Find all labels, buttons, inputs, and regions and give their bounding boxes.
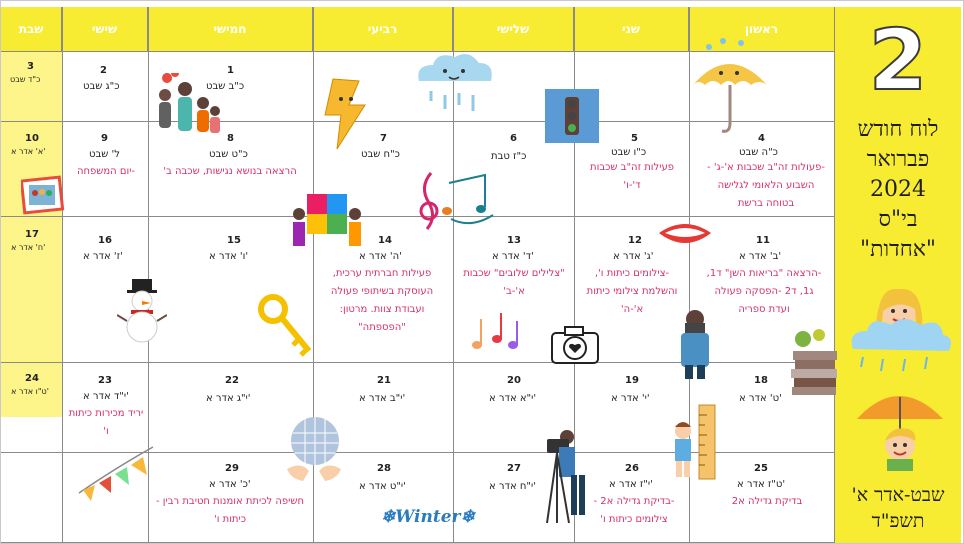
day-number: 14 xyxy=(378,235,392,246)
snowflake-icon: ❄ xyxy=(460,507,475,527)
hebrew-date: א' אדר א' xyxy=(11,147,46,156)
event-text: חשיפה לכיתת אומנות חטיבת רבין -כיתות ו' xyxy=(156,496,304,525)
hebrew-date: כ"ו שבט xyxy=(611,147,647,158)
hebrew-date: ו' אדר א' xyxy=(209,251,249,262)
header-thursday: חמישי xyxy=(148,7,313,51)
hebrew-date: כ"ג שבט xyxy=(83,81,120,92)
day-number: 22 xyxy=(225,375,239,386)
day-number: 15 xyxy=(227,235,241,246)
winter-label xyxy=(381,507,475,527)
hebrew-date: ד' אדר א' xyxy=(492,251,534,262)
girl-cloud-icon xyxy=(843,279,955,389)
day-number: 4 xyxy=(758,133,765,144)
event-text: פעילות זה"ב שכבות ד'-ו' xyxy=(590,162,674,191)
bottom-line-1: שבט-אדר א' xyxy=(851,484,945,506)
day-number: 18 xyxy=(754,375,768,386)
header-wednesday: רביעי xyxy=(313,7,453,51)
day-number: 29 xyxy=(225,463,239,474)
hebrew-date: כ"ח שבט xyxy=(361,149,400,160)
day-number: 19 xyxy=(625,375,639,386)
day-number: 2 xyxy=(100,65,107,76)
hebrew-date: ט' אדר א' xyxy=(739,393,782,404)
umbrella-icon xyxy=(689,37,771,141)
photographer-icon xyxy=(673,307,717,381)
grid-vline xyxy=(834,7,835,543)
cloud-rain-icon xyxy=(411,47,497,119)
hebrew-date: כ' אדר א' xyxy=(209,479,251,490)
day-number: 3 xyxy=(27,61,34,72)
hebrew-date: ב' אדר א' xyxy=(739,251,782,262)
event-text: -הרצאה "בריאות השן" ד1, ג1, ד2 -הפסקה פעולה ועדת ספריה xyxy=(706,268,822,315)
side-banner xyxy=(835,7,961,543)
month-number: 2 xyxy=(868,11,928,109)
header-friday: שישי xyxy=(62,7,148,51)
day-number: 27 xyxy=(507,463,521,474)
title-line-2: פברואר xyxy=(866,147,930,172)
puzzle-team-icon xyxy=(291,184,365,254)
header-tuesday: שלישי xyxy=(453,7,574,51)
day-number: 20 xyxy=(507,375,521,386)
snowflake-icon: ❄ xyxy=(381,507,396,527)
hebrew-date: י"ב אדר א' xyxy=(359,393,406,404)
grid-vline xyxy=(62,7,63,543)
hebrew-date: י' אדר א' xyxy=(611,393,650,404)
day-number: 6 xyxy=(510,133,517,144)
day-number: 23 xyxy=(98,375,112,386)
hebrew-date: י"ח אדר א' xyxy=(489,481,536,492)
event-text: הרצאה בנושא נגישות, שכבה ב' xyxy=(163,166,297,177)
camera-tripod-icon xyxy=(541,427,591,527)
title-line-3: 2024 xyxy=(870,177,926,202)
day-number: 13 xyxy=(507,235,521,246)
day-number: 5 xyxy=(631,133,638,144)
hebrew-date: ז' אדר א' xyxy=(83,251,123,262)
day-number: 11 xyxy=(756,235,770,246)
hebrew-date: כ"ה שבט xyxy=(739,147,778,158)
day-number: 9 xyxy=(101,133,108,144)
teeth-smile-icon xyxy=(657,219,713,251)
hebrew-date: י"ד אדר א' xyxy=(83,391,129,402)
day-number: 26 xyxy=(625,463,639,474)
height-measure-icon xyxy=(665,403,721,481)
bunting-flags-icon xyxy=(77,445,157,501)
books-icon xyxy=(789,329,841,397)
title-line-4: בי"ס xyxy=(878,207,918,232)
day-number: 28 xyxy=(377,463,391,474)
event-text: בדיקת גדילה א2 xyxy=(731,496,803,507)
event-text: -צילומים כיתות ו', והשלמת צילומי כיתות א'-ה' xyxy=(586,268,678,315)
day-number: 7 xyxy=(380,133,387,144)
hebrew-date: כ"ד שבט xyxy=(10,75,41,84)
hebrew-date: כ"ז טבת xyxy=(491,151,527,162)
boy-umbrella-icon xyxy=(851,379,947,471)
day-number: 1 xyxy=(227,65,234,76)
hebrew-date: י"ג אדר א' xyxy=(206,393,251,404)
day-number: 10 xyxy=(25,133,39,144)
snowman-icon xyxy=(117,277,167,343)
hebrew-date: י"א אדר א' xyxy=(489,393,537,404)
day-number: 16 xyxy=(98,235,112,246)
event-text: -יום המשפחה xyxy=(76,166,136,177)
day-number: 21 xyxy=(377,375,391,386)
day-number: 12 xyxy=(628,235,642,246)
hebrew-date: כ"ט שבט xyxy=(209,149,248,160)
hebrew-date: ח' אדר א' xyxy=(11,243,46,252)
hebrew-date: ה' אדר א' xyxy=(359,251,402,262)
header-shabbat: שבת xyxy=(1,7,62,51)
header-monday: שני xyxy=(574,7,689,51)
day-number: 24 xyxy=(25,373,39,384)
hebrew-date: ל' שבט xyxy=(89,149,120,160)
winter-text: Winter xyxy=(395,507,461,527)
header-sunday: ראשון xyxy=(689,7,835,51)
hebrew-date: ג' אדר א' xyxy=(613,251,654,262)
disco-ball-icon xyxy=(283,411,345,483)
event-text: פעילות חברתית ערכית, העוסקת בשיתופי פעולה ועבודת צוות. מרטון: "הפספתה" xyxy=(330,268,434,333)
hebrew-date: ט"ז אדר א' xyxy=(737,479,786,490)
hebrew-date: כ"ב שבט xyxy=(206,81,245,92)
hebrew-date: ט"ו אדר א' xyxy=(11,387,49,396)
lightning-icon xyxy=(319,75,369,153)
calendar-grid xyxy=(1,7,835,543)
event-text: -בדיקת גדילה א2 -צילומים כיתות ו' xyxy=(593,496,675,525)
title-line-5: "אחדות" xyxy=(859,237,937,262)
music-notes-icon xyxy=(415,167,499,237)
bottom-line-2: תשפ"ד xyxy=(871,510,925,532)
event-text: "צלילים שלובים" שכבות א'-ב' xyxy=(463,268,565,297)
event-text: -פעולות זה"ב שכבות א'-ג' -השבוע הלאומי לגלישה בטוחה ברשת xyxy=(707,162,825,209)
grid-hline xyxy=(1,542,835,543)
camera-heart-icon xyxy=(549,323,601,365)
day-number: 17 xyxy=(25,229,39,240)
hebrew-date: י"ז אדר א' xyxy=(609,479,653,490)
traffic-light-icon xyxy=(545,89,599,143)
day-number: 8 xyxy=(227,133,234,144)
day-number: 25 xyxy=(754,463,768,474)
hebrew-date: י"ט אדר א' xyxy=(359,481,406,492)
title-line-1: לוח חודש xyxy=(857,117,939,142)
family-photo-icon xyxy=(21,175,65,215)
event-text: יריד מכירות כיתות ו' xyxy=(68,408,144,437)
key-icon xyxy=(257,293,315,359)
family-icon xyxy=(153,73,225,139)
music-notes-small-icon xyxy=(455,309,529,359)
